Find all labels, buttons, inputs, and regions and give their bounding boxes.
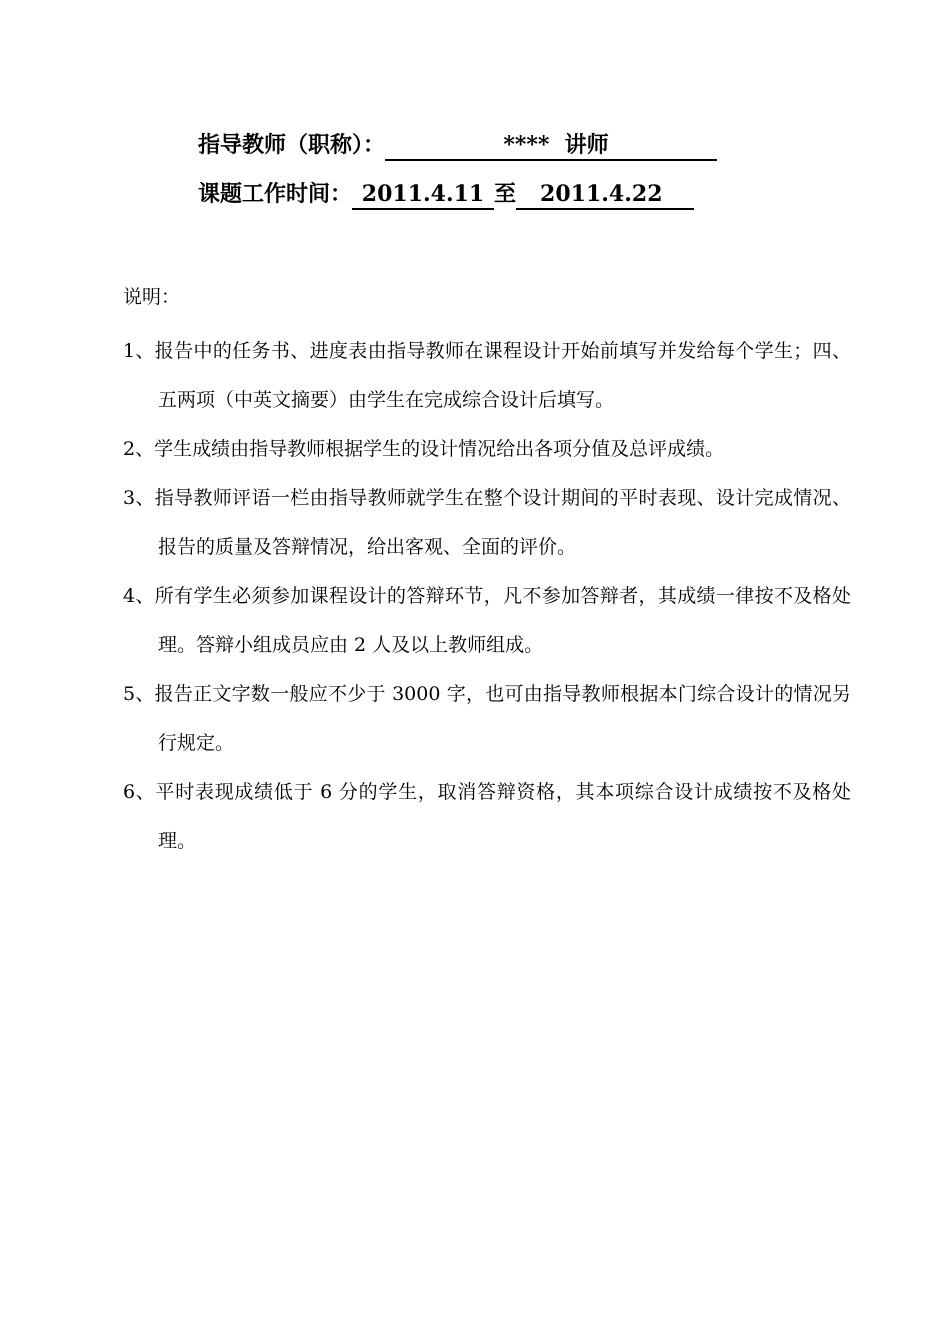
end-date-field [516, 180, 694, 210]
teacher-label: 指导教师（职称）： [198, 132, 386, 158]
notes-title: 说明： [123, 286, 181, 308]
note-item: 1、报告中的任务书、进度表由指导教师在课程设计开始前填写并发给每个学生；四、五两项（中英文摘要）由学生在完成综合设计后填写。 [123, 340, 851, 411]
teacher-field [385, 131, 717, 161]
work-time-line [198, 179, 694, 210]
teacher-value: **** 讲师 [503, 132, 609, 158]
note-item: 6、平时表现成绩低于 6 分的学生，取消答辩资格，其本项综合设计成绩按不及格处理。 [123, 781, 851, 852]
notes-list [123, 327, 851, 866]
start-date-field [352, 180, 494, 210]
note-item: 5、报告正文字数一般应不少于 3000 字，也可由指导教师根据本门综合设计的情况另行规定。 [123, 683, 851, 754]
note-item: 4、所有学生必须参加课程设计的答辩环节，凡不参加答辩者，其成绩一律按不及格处理。答辩小组成员应由 2 人及以上教师组成。 [123, 585, 851, 656]
teacher-line [198, 130, 717, 161]
note-item: 3、指导教师评语一栏由指导教师就学生在整个设计期间的平时表现、设计完成情况、报告的质量及答辩情况，给出客观、全面的评价。 [123, 487, 851, 558]
note-item: 2、学生成绩由指导教师根据学生的设计情况给出各项分值及总评成绩。 [123, 438, 725, 460]
end-date: 2011.4.22 [540, 181, 663, 207]
start-date: 2011.4.11 [361, 181, 485, 207]
work-time-label: 课题工作时间： [198, 181, 353, 207]
date-separator: 至 [494, 181, 517, 207]
